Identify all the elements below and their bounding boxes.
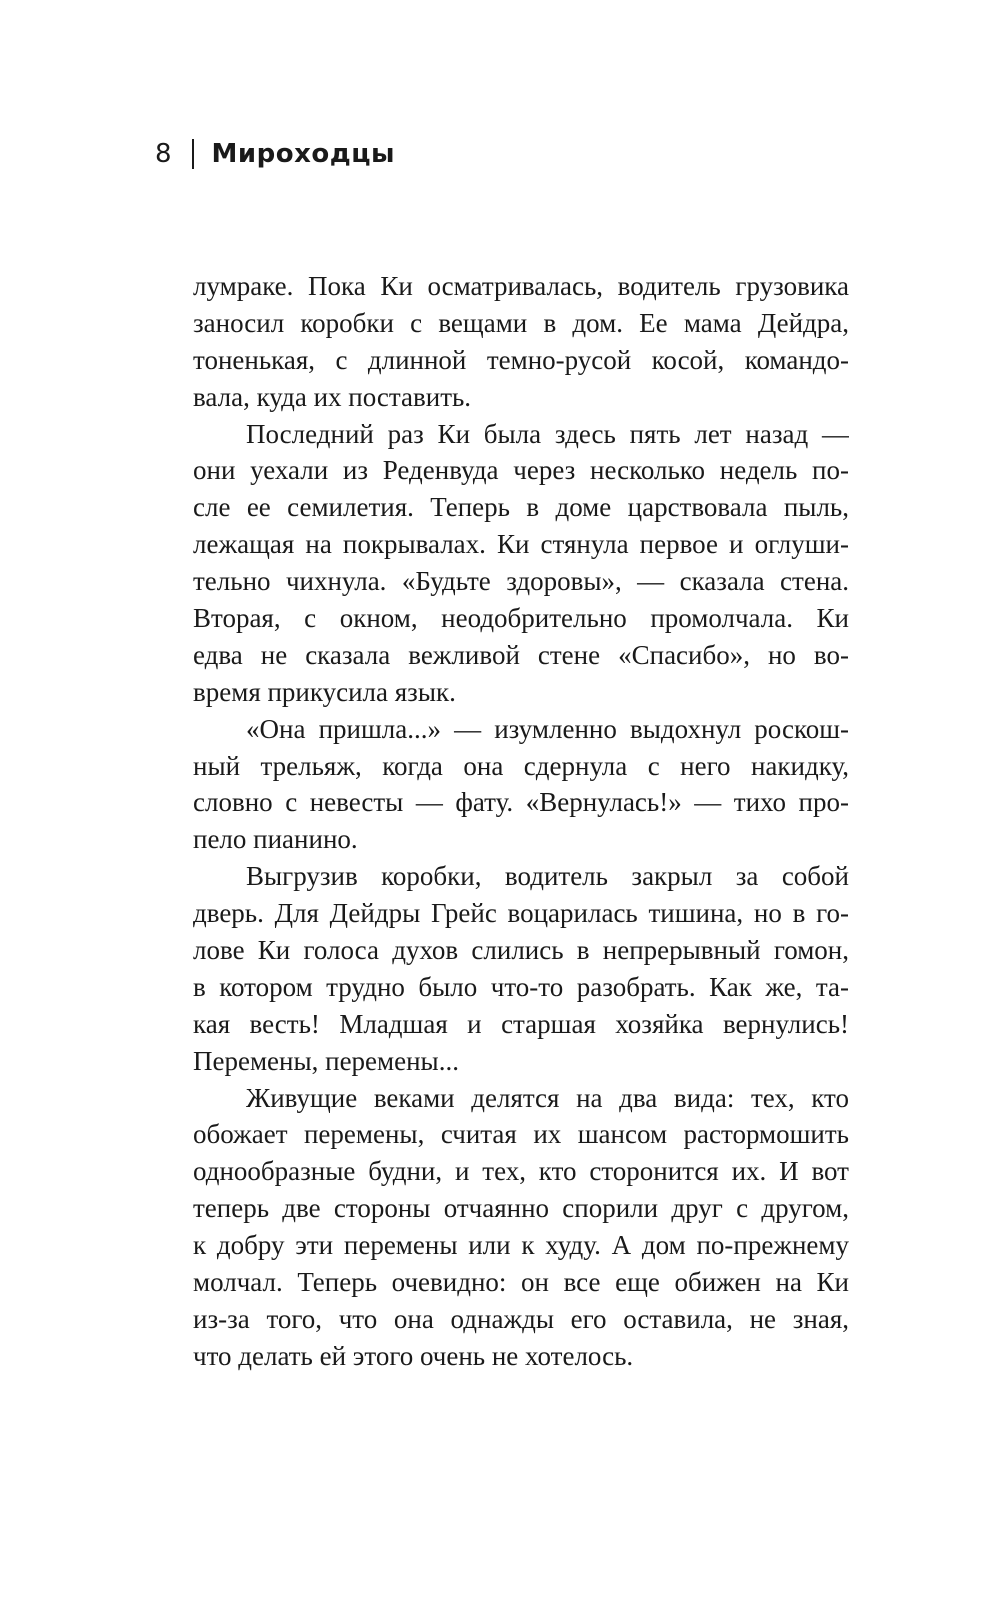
paragraph	[193, 416, 849, 711]
body-text	[193, 268, 849, 1375]
text-line: время прикусила язык.	[193, 676, 456, 707]
text-line: что делать ей этого очень не хотелось.	[193, 1340, 634, 1371]
text-line: Последний раз Ки была здесь пять лет назад —	[246, 418, 849, 449]
text-line: в котором трудно было что-то разобрать. Как же, та-	[193, 971, 849, 1002]
text-line: лежащая на покрывалах. Ки стянула первое и оглуши-	[193, 529, 849, 560]
text-line: сле ее семилетия. Теперь в доме царствовала пыль,	[193, 492, 849, 523]
text-line: теперь две стороны отчаянно спорили друг с другом,	[193, 1193, 849, 1224]
paragraph	[193, 711, 849, 859]
book-title: Мироходцы	[211, 139, 396, 169]
header-divider	[192, 139, 194, 169]
text-line: дверь. Для Дейдры Грейс воцарилась тишина, но в го-	[193, 898, 849, 929]
running-header	[155, 136, 395, 172]
text-line: однообразные будни, и тех, кто сторонится их. И вот	[193, 1156, 849, 1187]
text-line: к добру эти перемены или к худу. А дом по-прежнему	[193, 1230, 849, 1261]
text-line: вала, куда их поставить.	[193, 381, 472, 412]
text-line: тельно чихнула. «Будьте здоровы», — сказала стена.	[193, 566, 849, 597]
paragraph	[193, 858, 849, 1079]
text-line: они уехали из Реденвуда через несколько недель по-	[193, 455, 849, 486]
text-line: Живущие веками делятся на два вида: тех, кто	[246, 1082, 849, 1113]
text-line: «Она пришла...» — изумленно выдохнул роскош-	[246, 713, 849, 744]
paragraph	[193, 268, 849, 416]
paragraph	[193, 1080, 849, 1375]
page-number: 8	[155, 139, 172, 169]
text-line: кая весть! Младшая и старшая хозяйка вернулись!	[193, 1008, 849, 1039]
text-line: лове Ки голоса духов слились в непрерывный гомон,	[193, 935, 849, 966]
text-line: тоненькая, с длинной темно-русой косой, командо-	[193, 344, 849, 375]
text-line: лумраке. Пока Ки осматривалась, водитель грузовика	[193, 271, 849, 301]
text-line: обожает перемены, считая их шансом растормошить	[193, 1119, 849, 1150]
text-line: Вторая, с окном, неодобрительно промолчала. Ки	[193, 603, 849, 634]
text-line: ный трельяж, когда она сдернула с него накидку,	[193, 750, 849, 781]
text-line: молчал. Теперь очевидно: он все еще обижен на Ки	[193, 1267, 849, 1298]
text-line: пело пианино.	[193, 824, 358, 855]
text-line: едва не сказала вежливой стене «Спасибо», но во-	[193, 639, 849, 670]
text-line: Выгрузив коробки, водитель закрыл за собой	[246, 861, 849, 892]
text-line: словно с невесты — фату. «Вернулась!» — тихо про-	[193, 787, 849, 818]
text-line: из-за того, что она однажды его оставила, не зная,	[193, 1303, 849, 1334]
text-line: заносил коробки с вещами в дом. Ее мама Дейдра,	[193, 307, 849, 338]
text-line: Перемены, перемены...	[193, 1045, 459, 1076]
